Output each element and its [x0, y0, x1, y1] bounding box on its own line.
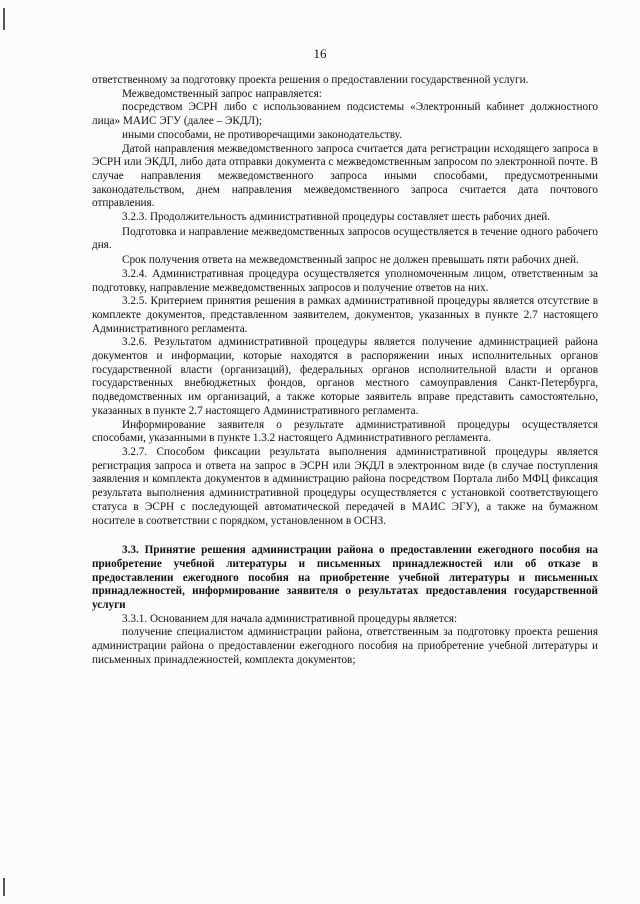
- paragraph: Межведомственный запрос направляется:: [122, 87, 322, 100]
- paragraph: Датой направления межведомственного запроса считается дата регистрации исходящего запроса в ЭСРН или ЭКДЛ, либо дата отправки документа с межведомственным запросом по электронной почте. В случае направления межведомственного запроса иными способами, предусмотренными законодательством, днем направления межведомственного запроса считается дата почтового отправления.: [92, 142, 598, 210]
- paragraph: 3.3.1. Основанием для начала административной процедуры является:: [122, 612, 458, 625]
- paragraph: 3.2.3. Продолжительность административной процедуры составляет шесть рабочих дней.: [122, 211, 551, 224]
- paragraph: посредством ЭСРН либо с использованием подсистемы «Электронный кабинет должностного лица» МАИС ЭГУ (далее – ЭКДЛ);: [92, 101, 598, 128]
- paragraph: 3.2.5. Критерием принятия решения в рамках административной процедуры является отсутствие в комплекте документов, представленном заявителем, документов, указанных в пункте 2.7 настоящего Административного регламента.: [92, 295, 598, 335]
- paragraph: Подготовка и направление межведомственных запросов осуществляется в течение одного рабочего дня.: [92, 225, 598, 252]
- paragraph: Информирование заявителя о результате административной процедуры осуществляется способами, указанными в пункте 1.3.2 настоящего Административного регламента.: [92, 418, 598, 445]
- paragraph: 3.2.4. Административная процедура осуществляется уполномоченным лицом, ответственным за подготовку, направление межведомственных запросов и получение ответов на них.: [92, 267, 598, 294]
- scan-edge-mark: [3, 878, 5, 896]
- paragraph: 3.2.6. Результатом административной процедуры является получение администрацией района документов и информации, которые находятся в распоряжении иных исполнительных органов государственной власти (организаций), федеральных органов исполнительной власти и органов государственных внебюджетных фондов, органов местного самоуправления Санкт-Петербурга, подведомственных им организаций, а также которые заявитель вправе представить самостоятельно, указанных в пункте 2.7 настоящего Административного регламента.: [92, 336, 598, 417]
- paragraph: Срок получения ответа на межведомственный запрос не должен превышать пяти рабочих дней.: [122, 254, 579, 267]
- paragraph: получение специалистом администрации района, ответственным за подготовку проекта решения администрации района о предоставлении ежегодного пособия на приобретение учебной литературы и письменных принадлежностей, комплекта документов;: [92, 626, 598, 666]
- paragraph: иными способами, не противоречащими законодательству.: [122, 128, 402, 141]
- paragraph: 3.2.7. Способом фиксации результата выполнения административной процедуры является регистрация запроса и ответа на запрос в ЭСРН или ЭКДЛ в электронном виде (в случае поступления заявления и комплекта документов в администрацию района посредством Портала либо МФЦ фиксация результата выполнения административной процедуры осуществляется с установкой соответствующего статуса в ЭСРН с последующей автоматической передачей в МАИС ЭГУ), а также на бумажном носителе в соответствии с порядком, установленном в ОСНЗ.: [92, 445, 598, 527]
- page-number: 16: [313, 46, 327, 61]
- document-body: [92, 74, 598, 668]
- scan-edge-mark: [3, 8, 5, 30]
- section-heading: 3.3. Принятие решения администрации района о предоставлении ежегодного пособия на приобретение учебной литературы и письменных принадлежностей или об отказе в предоставлении ежегодного пособия на приобретение учебной литературы и письменных принадлежностей, информирование заявителя о результатах предоставления государственной услуги: [92, 544, 598, 612]
- paragraph: ответственному за подготовку проекта решения о предоставлении государственной услуги.: [92, 74, 529, 86]
